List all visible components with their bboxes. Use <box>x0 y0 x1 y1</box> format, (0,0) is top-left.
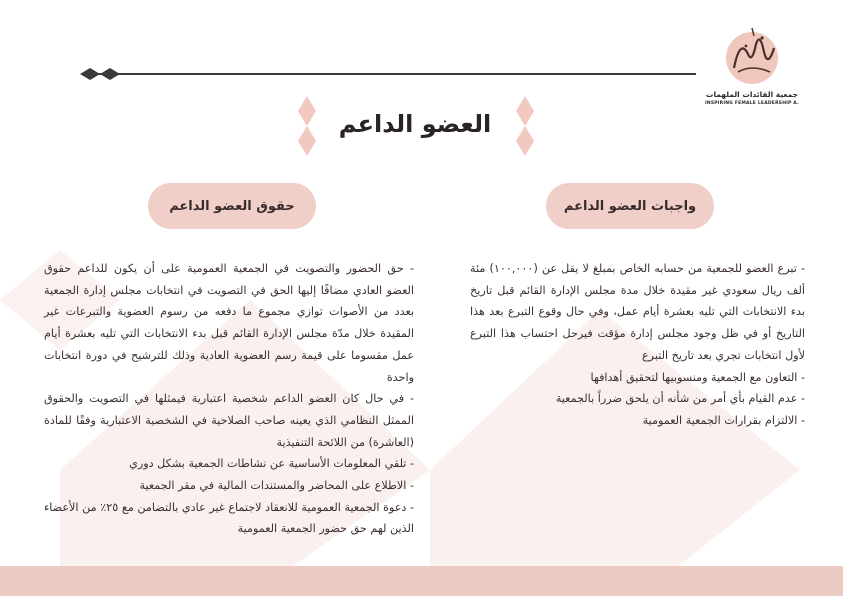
diamond-ornament-icon <box>80 66 124 82</box>
logo-emblem-icon <box>718 24 786 90</box>
logo-name-arabic: جمعية القائدات الملهمات <box>705 90 799 99</box>
duties-item: - تبرع العضو للجمعية من حسابه الخاص بمبلغ لا يقل عن (١٠٠,٠٠٠) مئة ألف ريال سعودي غير مقيدة خلال مدة مجلس الإدارة القائم قبل تاريخ بدء الانتخابات التي تليه بعشرة أيام عمل، وفي حال وقوع التبرع بعد هذا التاريخ أو في ظل وجود مجلس إدارة مؤقت فيرحل احتساب هذا التبرع لأول انتخابات تجري بعد تاريخ التبرع <box>470 258 805 367</box>
rights-item: - في حال كان العضو الداعم شخصية اعتبارية فيمثلها في التصويت والحقوق الممثل النظامي الذي يعينه صاحب الصلاحية في الشخصية الاعتبارية وفقًا للمادة (العاشرة) من اللائحة التنفيذية <box>44 388 414 453</box>
page-title: العضو الداعم <box>338 110 492 138</box>
logo <box>704 24 800 114</box>
rights-item: - تلقي المعلومات الأساسية عن نشاطات الجمعية بشكل دوري <box>44 453 414 475</box>
rights-list <box>44 258 414 540</box>
rights-heading: حقوق العضو الداعم <box>148 183 316 229</box>
rights-item: - دعوة الجمعية العمومية للانعقاد لاجتماع غير عادي بالتضامن مع ٢٥٪ من الأعضاء الذين لهم حق حضور الجمعية العمومية <box>44 497 414 540</box>
duties-item: - التعاون مع الجمعية ومنسوبيها لتحقيق أهدافها <box>470 367 805 389</box>
logo-name-english: INSPIRING FEMALE LEADERSHIP A. <box>705 101 799 106</box>
duties-list <box>470 258 805 432</box>
header-divider <box>98 73 696 75</box>
rights-item: - حق الحضور والتصويت في الجمعية العمومية على أن يكون للداعم حقوق العضو العادي مضافًا إليها الحق في التصويت في انتخابات مجلس إدارة الجمعية بعدد من الأصوات توازي مجموع ما دفعه من رسوم العضوية والتبرعات غير المقيدة خلال مدّة مجلس الإدارة القائم قبل بدء الانتخابات التي تليه بعشرة أيام عمل مقسوما على قيمة رسم العضوية العادية وذلك للترشيح في دورة انتخابات واحدة <box>44 258 414 388</box>
duties-item: - الالتزام بقرارات الجمعية العمومية <box>470 410 805 432</box>
duties-heading: واجبات العضو الداعم <box>546 183 714 229</box>
footer-band <box>0 566 843 596</box>
title-ornament-right-icon <box>514 96 536 156</box>
rights-item: - الاطلاع على المحاضر والمستندات المالية في مقر الجمعية <box>44 475 414 497</box>
title-block <box>290 96 540 156</box>
duties-item: - عدم القيام بأي أمر من شأنه أن يلحق ضرراً بالجمعية <box>470 388 805 410</box>
